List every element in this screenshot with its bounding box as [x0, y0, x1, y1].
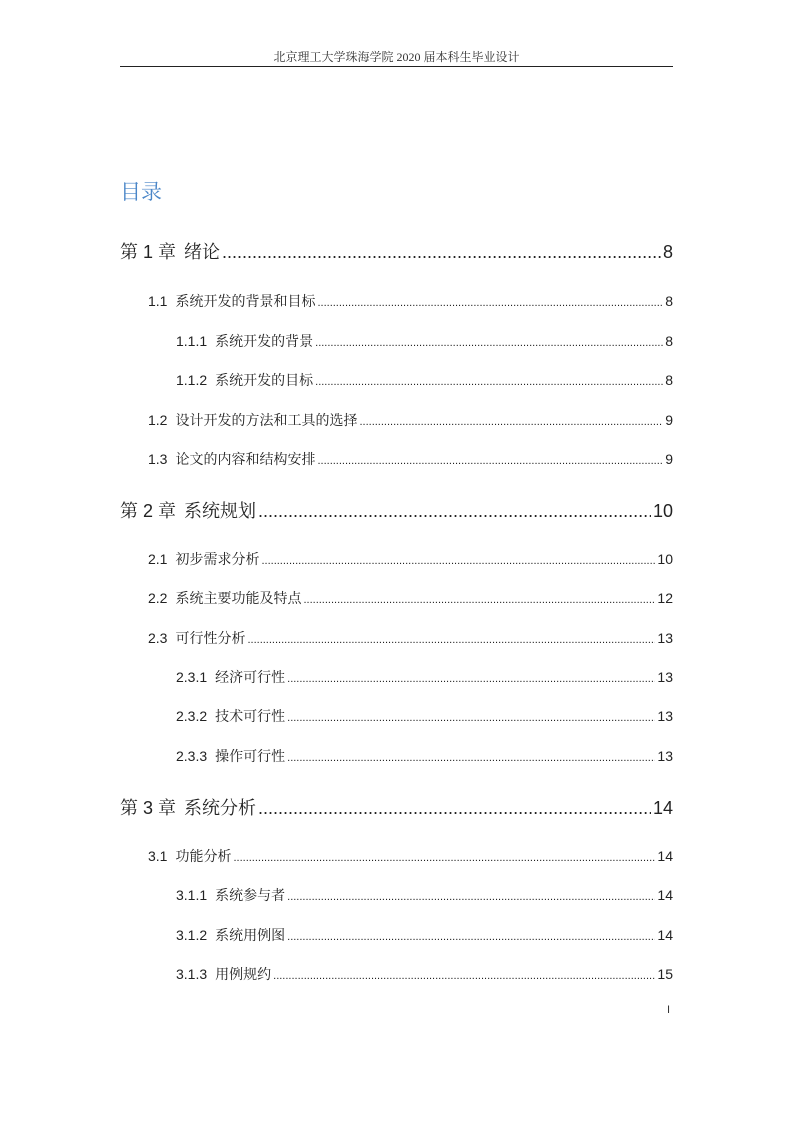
toc-entry-label: 系统开发的背景 — [215, 333, 314, 349]
dot-leader — [317, 297, 663, 309]
toc-entry-page: 13 — [657, 630, 673, 646]
toc-entry-page: 14 — [657, 927, 673, 943]
toc-entry-label: 用例规约 — [215, 966, 272, 982]
toc-entry[interactable] — [120, 410, 673, 430]
toc-entry[interactable] — [120, 291, 673, 311]
dot-leader — [258, 798, 651, 819]
toc-entry-page: 8 — [665, 293, 673, 309]
toc-entry-number: 第 2 章 — [120, 501, 177, 521]
toc-entry-page: 14 — [657, 848, 673, 864]
toc-entry[interactable] — [120, 588, 673, 608]
toc-entry-label: 论文的内容和结构安排 — [175, 451, 316, 467]
page-header: 北京理工大学珠海学院 2020 届本科生毕业设计 — [273, 50, 520, 64]
toc-entry[interactable] — [120, 497, 673, 523]
dot-leader — [247, 634, 655, 646]
dot-leader — [303, 594, 655, 606]
dot-leader — [315, 337, 663, 349]
toc-entry-number: 第 3 章 — [120, 798, 177, 818]
toc-entry[interactable] — [120, 794, 673, 820]
toc-entry-page: 10 — [652, 501, 673, 521]
toc-entry-number: 2.3 — [148, 630, 168, 646]
toc-entry-number: 1.1.2 — [176, 372, 208, 388]
toc-entry-number: 1.1.1 — [176, 333, 208, 349]
toc-entry-label: 功能分析 — [175, 848, 232, 864]
toc-entry-number: 1.1 — [148, 293, 168, 309]
toc-entry-label: 系统开发的目标 — [215, 372, 314, 388]
toc-entry-number: 2.3.3 — [176, 748, 208, 764]
toc-entry-page: 9 — [665, 451, 673, 467]
toc-entry-number: 2.3.2 — [176, 708, 208, 724]
toc-entry-label: 可行性分析 — [175, 630, 246, 646]
toc-entry-label: 系统开发的背景和目标 — [175, 293, 316, 309]
toc-entry-label: 系统参与者 — [215, 887, 286, 903]
toc-entry-page: 14 — [657, 887, 673, 903]
toc-entry-label: 系统规划 — [184, 501, 257, 521]
dot-leader — [261, 555, 655, 567]
toc-entry-label: 系统分析 — [184, 798, 257, 818]
toc-entry[interactable] — [120, 331, 673, 351]
toc-entry[interactable] — [120, 925, 673, 945]
toc-entry[interactable] — [120, 238, 673, 264]
toc-entry-label: 系统用例图 — [215, 927, 286, 943]
toc-entry-number: 1.3 — [148, 451, 168, 467]
dot-leader — [222, 242, 661, 263]
toc-entry-number: 3.1 — [148, 848, 168, 864]
toc-entry-number: 3.1.2 — [176, 927, 208, 943]
toc-entry-label: 初步需求分析 — [175, 551, 260, 567]
toc-entry-number: 2.2 — [148, 590, 168, 606]
dot-leader — [287, 752, 655, 764]
dot-leader — [359, 416, 663, 428]
dot-leader — [287, 673, 655, 685]
dot-leader — [317, 455, 663, 467]
page-number: I — [667, 1004, 671, 1016]
toc-entry-page: 8 — [665, 372, 673, 388]
toc-entry-label: 操作可行性 — [215, 748, 286, 764]
toc-entry-number: 3.1.3 — [176, 966, 208, 982]
toc-entry-label: 设计开发的方法和工具的选择 — [175, 412, 358, 428]
toc-entry-number: 3.1.1 — [176, 887, 208, 903]
dot-leader — [315, 376, 663, 388]
toc-entry[interactable] — [120, 964, 673, 984]
toc-entry[interactable] — [120, 449, 673, 469]
dot-leader — [287, 891, 655, 903]
toc-entry-page: 8 — [665, 333, 673, 349]
dot-leader — [258, 501, 651, 522]
dot-leader — [273, 970, 655, 982]
toc-entry-page: 9 — [665, 412, 673, 428]
toc-entry-number: 1.2 — [148, 412, 168, 428]
toc-entry[interactable] — [120, 628, 673, 648]
toc-entry-number: 2.1 — [148, 551, 168, 567]
dot-leader — [287, 931, 655, 943]
toc-entry-page: 15 — [657, 966, 673, 982]
toc-entry[interactable] — [120, 370, 673, 390]
toc-entry[interactable] — [120, 746, 673, 766]
toc-entry[interactable] — [120, 549, 673, 569]
toc-entry-page: 8 — [662, 242, 673, 262]
toc-entry-label: 绪论 — [184, 242, 221, 262]
toc-title: 目录 — [120, 181, 162, 204]
toc-entry-page: 10 — [657, 551, 673, 567]
dot-leader — [287, 712, 655, 724]
toc-entry-page: 13 — [657, 748, 673, 764]
toc-entry-label: 技术可行性 — [215, 708, 286, 724]
dot-leader — [233, 852, 655, 864]
toc-entry[interactable] — [120, 885, 673, 905]
toc-entry-page: 13 — [657, 669, 673, 685]
toc-entry-number: 第 1 章 — [120, 242, 177, 262]
toc-entry-number: 2.3.1 — [176, 669, 208, 685]
toc-entry[interactable] — [120, 846, 673, 866]
toc-entry[interactable] — [120, 706, 673, 726]
toc-entry-label: 系统主要功能及特点 — [175, 590, 302, 606]
toc-entry-page: 12 — [657, 590, 673, 606]
toc-entry[interactable] — [120, 667, 673, 687]
toc-entry-label: 经济可行性 — [215, 669, 286, 685]
header-rule — [120, 66, 673, 67]
toc-entry-page: 14 — [652, 798, 673, 818]
toc-entry-page: 13 — [657, 708, 673, 724]
